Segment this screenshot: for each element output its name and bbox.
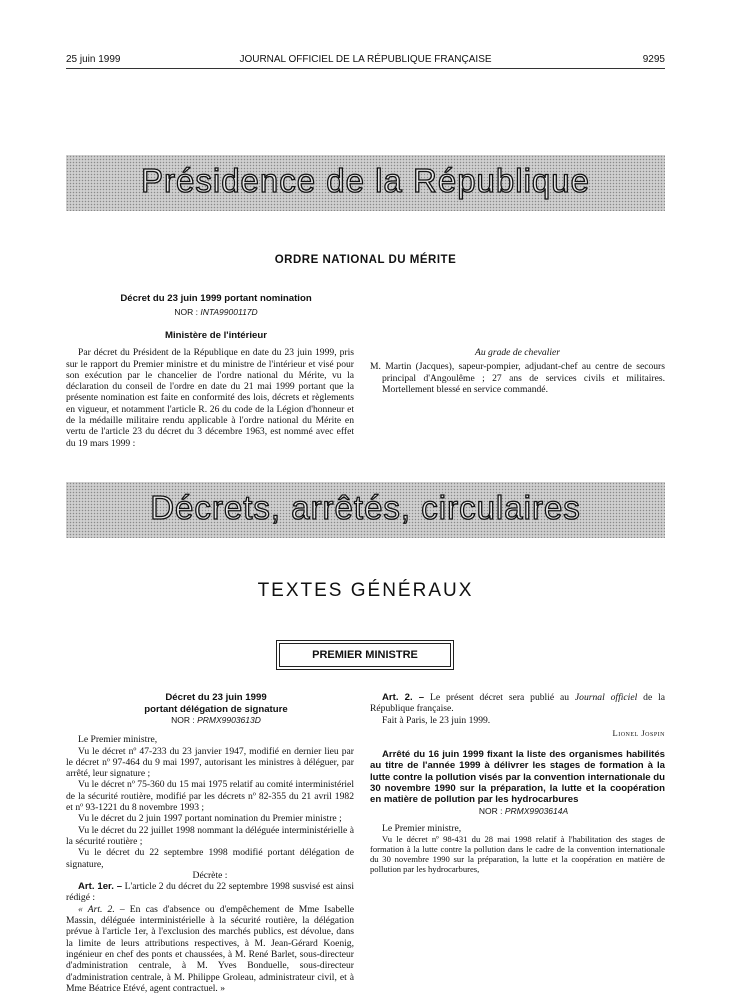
decret-title: Décret du 23 juin 1999 portant nomination	[120, 293, 312, 304]
article-1: Art. 1er. – L'article 2 du décret du 22 septembre 1998 susvisé est ainsi rédigé :	[66, 881, 355, 904]
section-band-decrets	[66, 482, 665, 538]
issue-date: 25 juin 1999	[66, 54, 121, 65]
paragraph: Le Premier ministre,	[78, 734, 158, 746]
nor-code: INTA9900117D	[200, 306, 258, 317]
nor-line: NOR : PRMX9903613D	[171, 715, 261, 725]
paragraph: Vu le décret du 22 septembre 1998 modifié portant délégation de signature,	[66, 847, 354, 870]
paragraph: Vu le décret nº 75-360 du 15 mai 1975 relatif au comité interministériel de la sécurité routière, modifié par les décrets nº 82-355 du 21 avril 1982 et nº 93-1221 du 8 novembre 1993 ;	[66, 779, 354, 814]
section-band-presidence	[66, 155, 665, 211]
decret-nomination-right	[370, 293, 665, 395]
nor-line: NOR : INTA9900117D	[174, 306, 258, 317]
fait-a: Fait à Paris, le 23 juin 1999.	[382, 714, 491, 726]
paragraph: Vu le décret nº 47-233 du 23 janvier 1947, modifié en dernier lieu par le décret nº 97-464 du 9 mai 1997, autorisant les ministres à déléguer, par arrêté, leur signature ;	[66, 745, 354, 780]
journal-title: JOURNAL OFFICIEL DE LA RÉPUBLIQUE FRANÇAISE	[239, 54, 492, 65]
page-header	[66, 52, 665, 68]
nor-code: PRMX9903614A	[504, 805, 569, 816]
article-2: Art. 2. – Le présent décret sera publié au Journal officiel de la République française.	[370, 692, 665, 715]
decret-title-1: Décret du 23 juin 1999	[165, 692, 267, 703]
order-title: ORDRE NATIONAL DU MÉRITE	[274, 254, 457, 266]
grade-title: Au grade de chevalier	[475, 347, 560, 358]
band-title: Décrets, arrêtés, circulaires	[150, 489, 581, 526]
decret-body: Par décret du Président de la République en date du 23 juin 1999, pris sur le rapport du Premier ministre et du ministre de l'intérieur et visé pour son exécution par le chancelier de l'ordre national du Mérite, vu la déclaration du conseil de l'ordre en date du 21 mai 1999 portant que la présente nomination est faite en conformité des lois, décrets et règlements en vigueur, et notamment l'article R. 26 du code de la Légion d'honneur et de la médaille militaire rendu applicable à l'ordre national du Mérite en vertu de l'article 23 du décret du 3 décembre 1963, est nommé avec effet du 19 mars 1999 :	[66, 347, 354, 449]
paragraph: Le Premier ministre,	[382, 822, 462, 834]
ministry-name: Ministère de l'intérieur	[165, 329, 267, 341]
section-title: TEXTES GÉNÉRAUX	[257, 580, 474, 601]
decret-delegation-left	[66, 692, 354, 994]
decrete: Décrète :	[192, 869, 228, 881]
decret-delegation-right	[370, 692, 665, 874]
paragraph: Vu le décret du 22 juillet 1998 nommant la déléguée interministérielle à la sécurité routière ;	[66, 824, 354, 847]
nominee: M. Martin (Jacques), sapeur-pompier, adjudant-chef au centre de secours principal d'Angoulême ; 27 ans de services civils et militaires. Mortellement blessé en service commandé.	[370, 361, 665, 395]
article-2-quote: « Art. 2. – En cas d'absence ou d'empêchement de Mme Isabelle Massin, déléguée interministérielle à la sécurité routière, la délégation prévue à l'article 1er, à l'exclusion des marchés publics, est dévolue, dans la limite de leurs attributions respectives, à M. Jean-Gérard Koenig, ingénieur en chef des ponts et chaussées, à M. René Barlet, sous-directeur d'administration centrale, à M. Yves Bonduelle, sous-directeur d'administration centrale, à M. Philippe Groleau, administrateur civil, et à Mme Béatrice Etévé, agent contractuel. »	[66, 903, 355, 994]
ministry-box: PREMIER MINISTRE	[279, 643, 451, 667]
signature: Lionel Jospin	[612, 727, 665, 738]
arrete-title: Arrêté du 16 juin 1999 fixant la liste des organismes habilités au titre de l'année 1999 à délivrer les stages de formation à la lutte contre la pollution visés par la convention internationale du 30 novembre 1990 sur la préparation, la lutte et la coopération en matière de pollution par les hydrocarbures	[370, 749, 665, 806]
page-number: 9295	[642, 54, 665, 65]
band-title: Présidence de la République	[141, 162, 590, 199]
paragraph: Vu le décret nº 98-431 du 28 mai 1998 relatif à l'habilitation des stages de formation à la lutte contre la pollution dans le cadre de la convention internationale du 30 novembre 1990 sur la préparation, la lutte et la coopération en matière de pollution par les hydrocarbures,	[370, 834, 665, 875]
nor-line: NOR : PRMX9903614A	[478, 805, 569, 816]
decret-nomination-left	[66, 293, 354, 449]
header-rule	[66, 68, 665, 69]
nor-code: PRMX9903613D	[197, 715, 261, 725]
decret-title-2: portant délégation de signature	[144, 703, 288, 715]
paragraph: Vu le décret du 2 juin 1997 portant nomination du Premier ministre ;	[78, 813, 342, 825]
